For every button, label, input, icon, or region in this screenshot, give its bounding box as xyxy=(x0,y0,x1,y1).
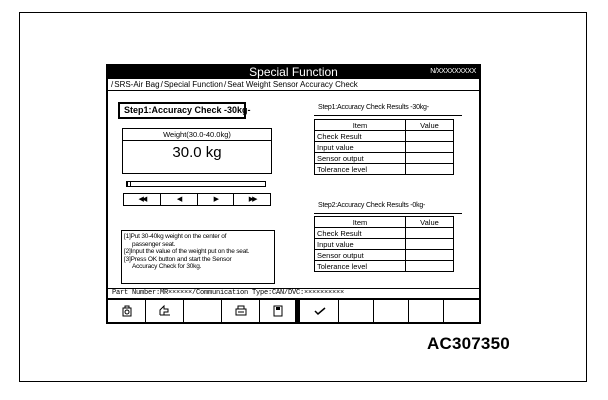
print-button[interactable] xyxy=(222,300,260,322)
save-button[interactable] xyxy=(260,300,296,322)
column-header-value: Value xyxy=(406,120,454,131)
settings-button[interactable] xyxy=(108,300,146,322)
table-row xyxy=(315,261,454,272)
instruction-line: [2]Input the value of the weight put on the seat. xyxy=(124,248,250,255)
row-item-tolerance-level: Tolerance level xyxy=(315,164,406,175)
weight-value[interactable]: 30.0 kg xyxy=(172,144,222,161)
row-item-input-value: Input value xyxy=(315,239,406,250)
save-icon xyxy=(272,304,284,318)
weight-range-label: Weight(30.0-40.0kg) xyxy=(123,129,271,141)
instruction-line: passenger seat. xyxy=(132,240,176,248)
toolbar-blank-button[interactable] xyxy=(339,300,374,322)
breadcrumb-divider xyxy=(108,90,479,91)
settings-icon xyxy=(120,304,134,318)
status-line: Part Number:MR××××××/Communication Type:CAN/DVC:×××××××××× xyxy=(108,288,479,298)
breadcrumb-srs-air-bag[interactable]: SRS-Air Bag xyxy=(114,80,160,89)
row-value xyxy=(406,239,454,250)
instruction-line: [1]Put 30-40kg weight on the center of xyxy=(124,233,227,240)
column-header-value: Value xyxy=(406,217,454,228)
row-item-sensor-output: Sensor output xyxy=(315,250,406,261)
return-button[interactable] xyxy=(146,300,184,322)
return-icon xyxy=(157,304,173,318)
toolbar-separator xyxy=(296,300,300,322)
ok-button[interactable] xyxy=(301,300,339,322)
toolbar-blank-button[interactable] xyxy=(444,300,479,322)
right-arrow-icon[interactable]: ▶ xyxy=(198,194,235,205)
instructions-box xyxy=(121,230,275,284)
row-item-check-result: Check Result xyxy=(315,131,406,142)
row-value xyxy=(406,142,454,153)
breadcrumb-current-page: Seat Weight Sensor Accuracy Check xyxy=(227,80,358,89)
step2-results-table xyxy=(314,216,454,272)
row-item-sensor-output: Sensor output xyxy=(315,153,406,164)
row-item-tolerance-level: Tolerance level xyxy=(315,261,406,272)
breadcrumb-special-function[interactable]: Special Function xyxy=(163,80,223,89)
diagnostic-screen xyxy=(106,64,481,324)
print-icon xyxy=(234,304,248,318)
row-value xyxy=(406,131,454,142)
toolbar-blank-button[interactable] xyxy=(184,300,222,322)
step2-results-title: Step2:Accuracy Check Results -0kg- xyxy=(318,202,426,209)
ok-check-icon xyxy=(313,305,327,317)
instruction-line: Accuracy Check for 30kg. xyxy=(132,263,202,270)
column-header-item: Item xyxy=(315,120,406,131)
toolbar-blank-button[interactable] xyxy=(409,300,444,322)
figure-code: AC307350 xyxy=(427,334,510,353)
weight-slider[interactable] xyxy=(126,181,266,187)
breadcrumb: /SRS-Air Bag/Special Function/Seat Weight Sensor Accuracy Check xyxy=(111,80,358,89)
table-row xyxy=(315,228,454,239)
table-row xyxy=(315,142,454,153)
toolbar-blank-button[interactable] xyxy=(374,300,409,322)
table-header-row xyxy=(315,217,454,228)
column-header-item: Item xyxy=(315,217,406,228)
page-title: Special Function xyxy=(249,65,338,79)
row-value xyxy=(406,261,454,272)
row-value xyxy=(406,228,454,239)
instruction-line: [3]Press OK button and start the Sensor xyxy=(124,255,232,263)
bottom-toolbar xyxy=(108,298,479,322)
title-bar xyxy=(108,66,479,79)
left-arrow-icon[interactable]: ◀ xyxy=(161,194,198,205)
row-value xyxy=(406,250,454,261)
table-row xyxy=(315,164,454,175)
step1-results-table xyxy=(314,119,454,175)
table-row xyxy=(315,153,454,164)
double-left-arrow-icon[interactable]: ◀◀ xyxy=(124,194,161,205)
table-row xyxy=(315,131,454,142)
table-row xyxy=(315,250,454,261)
weight-input-box[interactable] xyxy=(122,128,272,174)
double-right-arrow-icon[interactable]: ▶▶ xyxy=(248,196,256,203)
value-stepper xyxy=(123,193,271,206)
row-value xyxy=(406,153,454,164)
row-item-input-value: Input value xyxy=(315,142,406,153)
step1-results-divider xyxy=(314,115,462,116)
table-header-row xyxy=(315,120,454,131)
step2-results-divider xyxy=(314,213,462,214)
slider-handle[interactable] xyxy=(127,181,131,187)
table-row xyxy=(315,239,454,250)
mode-indicator: N/XXXXXXXXX xyxy=(430,68,476,75)
step1-results-title: Step1:Accuracy Check Results -30kg- xyxy=(318,104,429,111)
step-label: Step1:Accuracy Check -30kg- xyxy=(118,102,246,119)
row-value xyxy=(406,164,454,175)
row-item-check-result: Check Result xyxy=(315,228,406,239)
